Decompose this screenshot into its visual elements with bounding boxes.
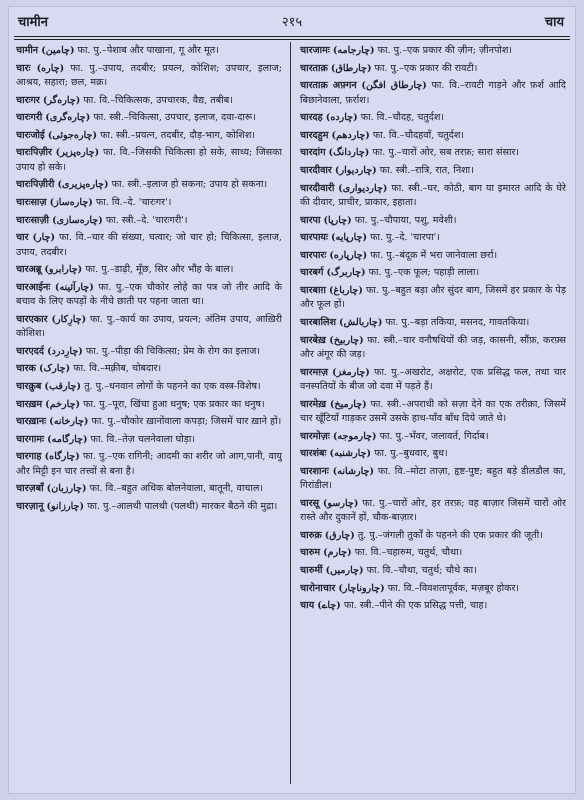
entry-urdu-spelling: (چارآئینه) [54,281,94,293]
dictionary-entry [300,266,566,280]
entry-urdu-spelling: (چارسو) [322,497,359,509]
entry-urdu-spelling: (چاره‌ساز) [49,196,93,208]
entry-urdu-spelling: (چارزبان) [46,483,87,495]
dictionary-entry [300,79,566,108]
entry-headword: चारशंबः [300,448,327,460]
header-rule [14,36,570,37]
entry-headword: चारदह [300,112,323,124]
entry-urdu-spelling: (چارزانو) [46,500,85,512]
entry-definition: फा. पु.–एक प्रकार की रावटी। [374,62,478,74]
entry-definition: फा. वि.–चार की संख्या, चत्वार; जो चार हो; चिकित्सा, इलाज, उपाय, तदबीर। [16,232,282,258]
entry-definition: फा. स्त्री.–इलाज हो सकना; उपाय हो सकना। [111,179,268,191]
entry-definition: फा. स्त्री.–दे. 'चारःगरी'। [105,214,188,226]
entry-headword: चारःगर [16,94,40,106]
dictionary-entry [300,214,566,228]
entry-urdu-spelling: (چارده) [325,112,358,124]
entry-headword: चारताक़ [300,62,328,74]
entry-urdu-spelling: (چارم) [323,547,352,559]
dictionary-entry [16,94,282,108]
dictionary-page [8,6,576,794]
dictionary-entry [300,447,566,461]
entry-urdu-spelling: (چارباغ) [328,284,363,296]
page-number: २१५ [281,15,303,30]
dictionary-entry [16,111,282,125]
entry-definition: फा. वि.–बहुत अधिक बोलनेवाला, बातूनी, वाचाल। [89,483,264,495]
entry-headword: चारमोज़ः [300,430,330,442]
entry-urdu-spelling: (چارمغز) [332,366,370,378]
entry-headword: चारदीवारी [300,182,335,194]
dictionary-entry [300,465,566,494]
entry-definition: फा. पु.–बुधवार, बुध। [374,448,448,460]
entry-urdu-spelling: (چاردیوار) [334,164,377,176]
dictionary-entry [300,182,566,211]
dictionary-entry [16,362,282,376]
entry-definition: फा. पु.–पीड़ा की चिकित्सा; प्रेम के रोग का इलाज। [85,345,260,357]
dictionary-entry [16,214,282,228]
entry-definition: फा. वि.–चिकित्सक, उपचारक, वैद्य, तबीब। [83,94,233,106]
entry-headword: चारमेख़ [300,398,327,410]
entry-definition: फा. स्त्री.–अपराधी को सज़ा देने का एक तरीक़ा, जिसमें चार खूँटियाँ गाड़कर उसमें उसके हाथ-पाँव बाँध दिये जाते थे। [300,398,566,424]
dictionary-entry [300,546,566,560]
entry-headword: चारुक़ [300,529,322,541]
entry-urdu-spelling: (چاربیخ) [329,334,364,346]
entry-definition: फा. वि.–विवशतापूर्वक, मज़बूर होकर। [387,582,520,594]
dictionary-entry [16,129,282,143]
entry-urdu-spelling: (چاردیواری) [338,182,388,194]
entry-definition: फा. पु.–डाढ़ी, मूँछ, सिर और भौंह के बाल। [85,264,234,276]
entry-definition: फा. पु.–चारों ओर, हर तरफ़; वह बाज़ार जिसमें चारों ओर रास्ते और दुकानें हों, चौक-बाज़ार। [300,497,566,524]
dictionary-entry [300,582,566,596]
entry-urdu-spelling: (چاردانگ) [328,147,370,159]
entry-urdu-spelling: (چارشنبه) [329,448,372,460]
entry-definition: फा. स्त्री.–घर, कोठी, बाग या इमारत आदि के घेरे की दीवार, प्राचीर, प्राकार, इहाता। [300,182,566,208]
dictionary-entry [16,178,282,192]
entry-headword: चारताक़ अफ़्गन [300,80,357,92]
dictionary-entry [16,500,282,514]
dictionary-entry [300,334,566,363]
page-header [8,6,576,32]
dictionary-entry [16,345,282,359]
entry-urdu-spelling: (چاے) [317,600,341,612]
dictionary-entry [300,249,566,263]
entry-urdu-spelling: (چاروناچار) [338,582,385,594]
entry-definition: फा. पु.–बहुत बड़ा और सुंदर बाग, जिसमें हर प्रकार के पेड़ और फूल हों। [300,284,566,311]
entry-definition: फा. पु.–पेशाब और पाखाना, गू और मूत। [77,45,219,56]
entry-headword: चारःपिज़ीरी [16,179,55,191]
dictionary-entry [300,564,566,578]
entry-definition: फा. पु.–एक चौकोर लोहे का पत्र जो तीर आदि के बचाव के लिए कपड़ों के नीचे छाती पर पहना जाता था। [16,281,282,308]
dictionary-entry [300,129,566,143]
entry-headword: चारगाह [16,451,42,463]
entry-headword: चारःसाज़ी [16,214,50,226]
entry-headword: चारक़ुब [16,380,42,392]
entry-urdu-spelling: (چارطاق) [330,62,372,74]
entry-urdu-spelling: (چامین) [41,45,75,56]
entry-headword: चारदहुम [300,129,329,141]
entry-definition: फा. वि.–चौदह, चतुर्दश। [360,112,445,124]
entry-definition: तु. पु.–जंगली तुर्कों के पहनने की एक प्रकार की जूती। [357,529,543,541]
dictionary-entry [300,231,566,245]
entry-urdu-spelling: (چارِدرد) [47,345,83,357]
dictionary-entry [300,398,566,427]
entry-urdu-spelling: (چارپایه) [331,232,367,244]
entry-definition: फा. पु.–पूरा, खिंचा हुआ धनुष; एक प्रकार का धनुष। [83,398,265,410]
entry-definition: फा. पु.–एक रागिनी; आदमी का शरीर जो आग,पानी, वायु और मिट्टी इन चार तत्त्वों से बना है। [16,451,282,477]
dictionary-entry [16,433,282,447]
entry-urdu-spelling: (چارمیں) [325,564,364,576]
entry-headword: चारोनाचार [300,582,336,594]
entry-definition: फा. पु.–भँवर, जलावर्त, गिर्दाब। [379,430,489,442]
entry-definition: फा. पु.–कार्य का उपाय, प्रयत्न; अंतिम उपाय, आख़िरी कोशिश। [16,313,282,340]
entry-headword: चारः [16,62,31,74]
entry-urdu-spelling: (چارابرو) [44,264,83,276]
entry-urdu-spelling: (چاره‌جوئی) [47,129,97,141]
entry-urdu-spelling: (چارک) [38,363,71,375]
entry-definition: फा. पु.–चौकोर ख़ानोंवाला कपड़ा; जिसमें चार ख़ाने हों। [91,416,282,428]
entry-urdu-spelling: (چاره‌پزیر) [55,147,100,159]
dictionary-entry [16,146,282,175]
entry-headword: चारसू [300,497,319,509]
entry-headword: चारदांग [300,147,326,159]
dictionary-entry [16,450,282,479]
entry-urdu-spelling: (چارگاه) [44,451,80,463]
entry-headword: चारअब्रू [16,264,42,276]
entry-definition: फा. स्त्री.–पीने की एक प्रसिद्ध पत्ती, चाह। [343,600,488,612]
entry-headword: चारदीवार [300,164,332,176]
entry-headword: चारःपिज़ीर [16,147,52,159]
left-column [16,44,282,784]
entry-headword: चारक [16,363,36,375]
entry-definition: फा. वि.–चहारुम, चतुर्थ, चौथा। [354,547,463,559]
dictionary-entry [16,398,282,412]
dictionary-entry [16,44,282,58]
dictionary-entry [300,497,566,526]
entry-urdu-spelling: (چاربالش) [339,316,383,328]
entry-urdu-spelling: (چارجامه) [332,45,375,56]
dictionary-entry [300,430,566,444]
entry-urdu-spelling: (چارپاره) [329,249,368,261]
entry-headword: चामीन [16,45,39,56]
entry-urdu-spelling: (چاره‌سازی) [52,214,103,226]
entry-urdu-spelling: (چارخانه) [49,416,89,428]
header-rule-secondary [14,39,570,40]
entry-definition: फा. स्त्री.–चार वनौषधियों की जड़, कासनी, सौंफ़, करफ़्स और अंगूर की जड़। [300,334,566,360]
entry-headword: चारज़बाँ [16,483,44,495]
dictionary-entry [300,366,566,395]
entry-definition: तु. पु.–धनवान लोगों के पहनने का एक वस्त्र-विशेष। [84,380,261,392]
entry-definition: फा. वि.–जिसकी चिकित्सा हो सके, साध्य; जिसका उपाय हो सके। [16,147,282,173]
entry-definition: फा. पु.–बंदूक़ में भरा जानेवाला छर्रा। [370,249,498,261]
entry-headword: चारबर्ग [300,267,324,279]
dictionary-entry [300,316,566,330]
entry-headword: चारःसाज़ [16,196,47,208]
entry-headword: चारएकार [16,313,48,325]
entry-definition: फा. पु.–एक फूल; पहाड़ी लाला। [368,267,480,279]
entry-definition: फा. वि.–दे. 'चारःगर'। [95,196,172,208]
column-divider [290,42,291,784]
dictionary-entry [16,380,282,394]
entry-urdu-spelling: (چارگامه) [47,433,88,445]
entry-headword: चार [16,232,29,244]
entry-definition: फा. पु.–दे. 'चारपा'। [370,232,440,244]
entry-headword: चारबाग़ [300,284,326,296]
entry-headword: चारजामः [300,45,330,56]
entry-definition: फा. वि.–मक़्रीब, चोबदार। [73,363,162,375]
entry-urdu-spelling: (چارشانه) [332,465,375,477]
entry-definition: फा. पु.–बड़ा तकिया, मसनद, गावतकिया। [385,316,530,328]
dictionary-entry [300,529,566,543]
dictionary-entry [16,482,282,496]
entry-urdu-spelling: (چاره‌گری) [45,112,91,124]
entry-headword: चारआईनः [16,281,51,293]
dictionary-entry [300,599,566,613]
entry-urdu-spelling: (چارمیخ) [329,398,367,410]
dictionary-entry [300,62,566,76]
entry-urdu-spelling: (چاربرگ) [326,267,366,279]
entry-definition: फा. वि.–चौथा, चतुर्थ; चौथे का। [366,564,477,576]
entry-urdu-spelling: (چارخم) [45,398,81,410]
dictionary-entry [16,415,282,429]
entry-headword: चारमग़्ज़ [300,366,328,378]
entry-urdu-spelling: (چاره‌گر) [42,94,81,106]
dictionary-entry [16,196,282,210]
entry-definition: फा. वि.–रावटी गाड़ने और फ़र्श आदि बिछानेवाला, फ़र्राश। [300,80,566,106]
entry-definition: फा. पु.–उपाय, तदबीर; प्रयत्न, कोशिश; उपचार, इलाज; आश्रय, सहारा; छल, मक्र। [16,62,282,88]
entry-urdu-spelling: (چار) [32,232,56,244]
entry-urdu-spelling: (چاره‌پزیری) [57,179,109,191]
entry-headword: चारख़म [16,398,43,410]
right-guide-word: चाय [544,15,564,30]
entry-definition: फा. स्त्री.–चिकित्सा, उपचार, इलाज, दवा-दारू। [93,112,256,124]
entry-urdu-spelling: (چارپا) [323,214,352,226]
entry-headword: चारपारः [300,249,327,261]
entry-headword: चारपायः [300,232,328,244]
entry-headword: चारख़ानः [16,416,47,428]
entry-headword: चारएदर्द [16,345,44,357]
entry-urdu-spelling: (چارقب) [44,380,82,392]
entry-headword: चारशानः [300,465,329,477]
entry-headword: चारपा [300,214,321,226]
dictionary-entry [16,62,282,91]
dictionary-entry [16,313,282,342]
dictionary-entry [300,164,566,178]
entry-headword: चारज़ानू [16,500,44,512]
entry-urdu-spelling: (چاره) [36,62,65,74]
entry-urdu-spelling: (چارق) [324,529,355,541]
entry-urdu-spelling: (چارِکار) [51,313,87,325]
entry-headword: चारःजोई [16,129,45,141]
entry-urdu-spelling: (چارطاق افگن) [361,80,427,92]
dictionary-entry [300,284,566,313]
entry-definition: फा. स्त्री.–रात्रि, रात, निशा। [379,164,474,176]
entry-definition: फा. पु.–एक प्रकार की ज़ीन; ज़ीनपोश। [377,45,513,56]
dictionary-entry [300,44,566,58]
dictionary-entry [300,146,566,160]
entry-headword: चारबालिश [300,316,336,328]
entry-definition: फा. पु.–अखरोट, अक्षरोट, एक प्रसिद्ध फल, तथा चार वनस्पतियों के बीज जो दवा में पड़ते हैं। [300,366,566,392]
entry-definition: फा. पु.–चौपाया, पशु, मवेशी। [354,214,457,226]
entry-headword: चाय [300,600,315,612]
entry-definition: फा. वि.–तेज़ चलनेवाला घोड़ा। [90,433,196,445]
entry-definition: फा. पु.–आलथी पालथी (पलथी) मारकर बैठने की मुद्रा। [87,500,278,512]
entry-definition: फा. पु.–चारों ओर, सब तरफ़; सारा संसार। [372,147,520,159]
entry-definition: फा. स्त्री.–प्रयत्न, तदबीर, दौड़-भाग, कोशिश। [100,129,256,141]
entry-headword: चारुमीं [300,564,323,576]
entry-definition: फा. वि.–मोटा ताज़ा, हृष्ट-पुष्ट; बहुत बड़े डीलडौल का, गिरांडील। [300,465,566,492]
entry-urdu-spelling: (چارموجه) [332,430,377,442]
right-column [300,44,566,784]
entry-headword: चारबेख़ [300,334,326,346]
left-guide-word: चामीन [18,15,48,30]
entry-urdu-spelling: (چاردهم) [331,129,370,141]
entry-definition: फा. वि.–चौदहवाँ, चतुर्दश। [372,129,465,141]
entry-headword: चारःगरी [16,112,43,124]
entry-headword: चारगामः [16,433,45,445]
dictionary-entry [16,231,282,260]
dictionary-entry [16,281,282,310]
dictionary-entry [16,263,282,277]
entry-headword: चारुम [300,547,321,559]
dictionary-entry [300,111,566,125]
